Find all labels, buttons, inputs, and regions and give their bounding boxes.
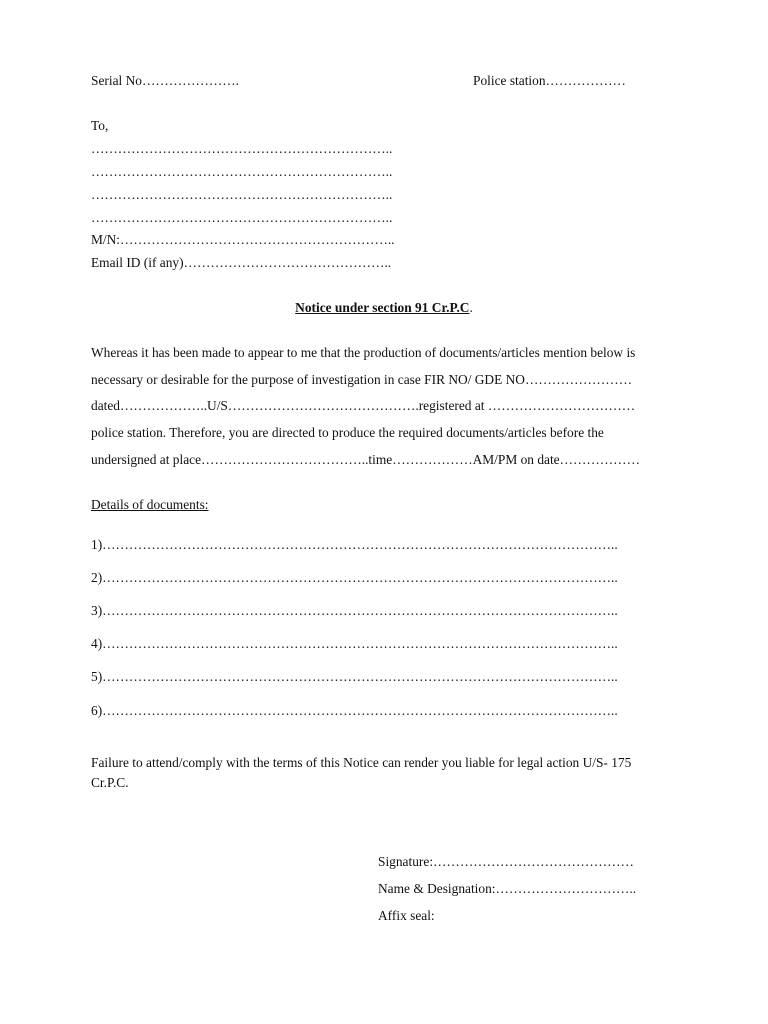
warning-line: Cr.P.C. [91,775,129,790]
document-item: 5)…………………………………………………………………………………………………….. [91,669,618,684]
document-item: 4)…………………………………………………………………………………………………….. [91,636,618,651]
address-line: ………………………………………………………….. [91,210,393,225]
address-line: ………………………………………………………….. [91,164,393,179]
address-line: ………………………………………………………….. [91,141,393,156]
notice-title [0,300,768,316]
body-line: police station. Therefore, you are directed to produce the required documents/articles before the [91,425,604,440]
signature-field: Signature:……………………………………… [378,854,634,869]
name-designation-field: Name & Designation:………………………….. [378,881,637,896]
document-item: 3)…………………………………………………………………………………………………….. [91,603,618,618]
body-line: Whereas it has been made to appear to me that the production of documents/articles mention below is [91,345,636,360]
police-station-field: Police station……………… [473,73,626,88]
document-item: 2)…………………………………………………………………………………………………….. [91,570,618,585]
mobile-number-field: M/N:…………………………………………………….. [91,232,395,247]
body-line: necessary or desirable for the purpose of investigation in case FIR NO/ GDE NO…………………… [91,372,633,387]
affix-seal-label: Affix seal: [378,908,435,923]
document-item: 6)…………………………………………………………………………………………………….. [91,703,618,718]
serial-number-field: Serial No…………………. [91,73,240,88]
details-heading: Details of documents: [91,497,209,512]
notice-title-suffix: . [469,300,473,315]
body-line: dated………………..U/S…………………………………….registered at …………………………… [91,398,636,413]
notice-title-text: Notice under section 91 Cr.P.C [295,300,470,315]
body-line: undersigned at place………………………………..time………………AM/PM on date……………… [91,452,640,467]
document-item: 1)…………………………………………………………………………………………………….. [91,537,618,552]
email-field: Email ID (if any)……………………………………….. [91,255,392,270]
warning-line: Failure to attend/comply with the terms of this Notice can render you liable for legal action U/S- 175 [91,755,632,770]
to-label: To, [91,118,109,133]
address-line: ………………………………………………………….. [91,187,393,202]
